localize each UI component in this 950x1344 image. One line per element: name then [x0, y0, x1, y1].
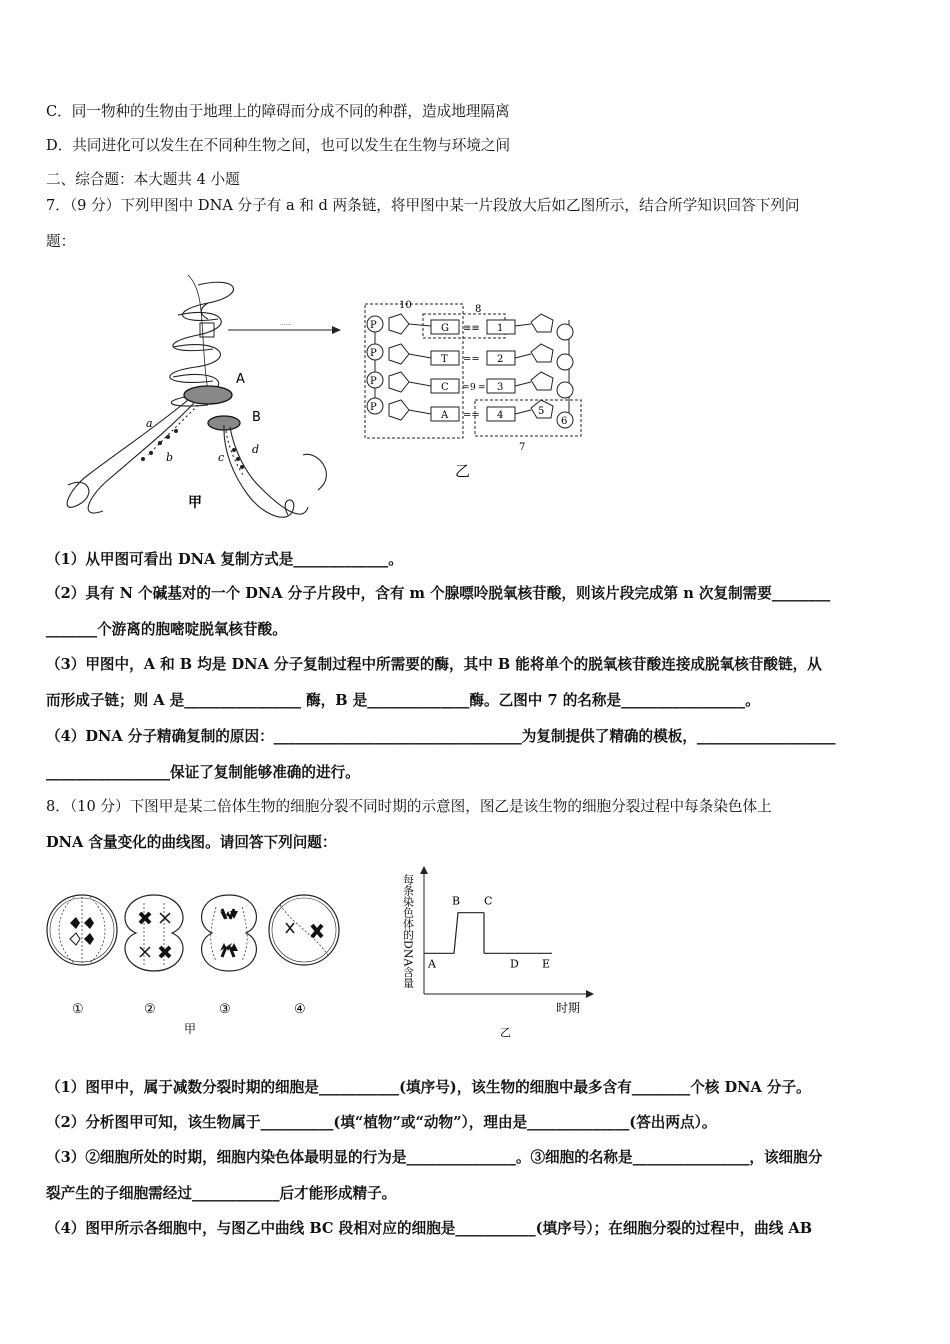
option-c: C．同一物种的生物由于地理上的障碍而分成不同的种群，造成地理隔离: [46, 103, 510, 120]
q7-figure-yi: [355, 296, 595, 486]
box-9-label: 9: [470, 383, 476, 393]
enzyme-a-ellipse: [184, 386, 232, 404]
q8-stem-line1: 8．（10 分）下图甲是某二倍体生物的细胞分裂不同时期的示意图，图乙是该生物的细胞分裂过程中每条染色体上: [46, 798, 772, 815]
num-5-label: 5: [538, 406, 545, 417]
strand-b-label: b: [166, 451, 174, 464]
q7-jia-caption: 甲: [188, 495, 202, 511]
cell-2: [125, 895, 183, 1017]
chart-point-label-B: B: [452, 894, 461, 908]
q8-sub4: （4）图甲所示各细胞中，与图乙中曲线 BC 段相对应的细胞是___________(填序号）；在细胞分裂的过程中，曲线 AB: [46, 1220, 813, 1237]
base-left-2: T: [441, 354, 448, 365]
base-right-4: 4: [497, 410, 504, 421]
h-bond-3: =: [462, 383, 470, 393]
h-bond-4: ==: [463, 410, 480, 421]
cell-label-3: ③: [219, 1002, 231, 1017]
base-right-2: 2: [497, 354, 504, 365]
base-left-4: A: [441, 410, 449, 421]
chart-point-label-C: C: [484, 894, 493, 908]
strand-d-label: d: [252, 443, 260, 456]
num-6-label: 6: [561, 416, 568, 427]
section-heading: 二、综合题：本大题共 4 小题: [46, 171, 240, 188]
box-8-label: 8: [475, 304, 482, 315]
cell-label-4: ④: [294, 1002, 306, 1017]
enzyme-b-label: B: [252, 410, 261, 425]
base-left-3: C: [441, 382, 449, 393]
h-bond-1: ≡≡: [463, 323, 480, 334]
option-d: D．共同进化可以发生在不同种生物之间，也可以发生在生物与环境之间: [46, 137, 511, 154]
h-bond-3b: =: [478, 383, 486, 393]
chart-point-label-A: A: [428, 957, 436, 971]
chart-ylabel: 每条染色体的DNA含量: [401, 874, 415, 989]
arrow-label: ······: [280, 322, 292, 329]
chart-point-label-D: D: [510, 957, 519, 971]
q7-stem-line1: 7．（9 分）下列甲图中 DNA 分子有 a 和 d 两条链，将甲图中某一片段放大后如乙图所示，结合所学知识回答下列问: [46, 197, 800, 214]
phosphate-4: P: [370, 402, 377, 413]
q7-sub2-line2: _______个游离的胞嘧啶脱氧核苷酸。: [46, 621, 287, 638]
q7-sub3-line1: （3）甲图中，A 和 B 均是 DNA 分子复制过程中所需要的酶，其中 B 能将单个的脱氧核苷酸连接成脱氧核苷酸链，从: [46, 656, 822, 673]
q7-stem-line2: 题：: [46, 233, 76, 250]
phosphate-3: P: [370, 376, 377, 387]
strand-c-label: c: [218, 451, 225, 464]
chart-title: 乙: [500, 1026, 511, 1039]
chart-xlabel: 时期: [556, 1001, 581, 1015]
phosphate-2: P: [370, 348, 377, 359]
chart-point-label-E: E: [542, 957, 551, 971]
base-right-1: 1: [497, 323, 504, 334]
h-bond-2: ==: [463, 354, 480, 365]
q7-sub2-line1: （2）具有 N 个碱基对的一个 DNA 分子片段中，含有 m 个腺嘌呤脱氧核苷酸，则该片段完成第 n 次复制需要________: [46, 585, 831, 602]
q8-chart: [396, 862, 616, 1040]
box-10-label: 10: [399, 300, 412, 311]
q7-sub3-line2: 而形成子链；则 A 是________________ 酶，B 是______________酶。乙图中 7 的名称是_________________。: [46, 692, 760, 709]
q7-sub4-line2: _________________保证了复制能够准确的进行。: [46, 764, 360, 781]
q7-figure-jia: [48, 275, 348, 535]
q8-sub3-line1: （3）②细胞所处的时期，细胞内染色体最明显的行为是_______________。③细胞的名称是________________，该细胞分: [46, 1149, 823, 1166]
chart-curve: [424, 913, 484, 954]
base-left-1: G: [441, 323, 449, 334]
cell-label-2: ②: [144, 1002, 156, 1017]
cell-1: [47, 895, 117, 1017]
q8-sub1: （1）图甲中，属于减数分裂时期的细胞是___________(填序号)，该生物的细胞中最多含有________个核 DNA 分子。: [46, 1079, 811, 1096]
cell-3: [202, 895, 257, 1017]
q8-sub2: （2）分析图甲可知，该生物属于__________(填“植物”或“动物”），理由是______________(答出两点）。: [46, 1114, 717, 1131]
phosphate-label: P: [370, 320, 377, 331]
box-7-label: 7: [519, 442, 526, 453]
q8-stem-line2: DNA 含量变化的曲线图。请回答下列问题：: [46, 834, 337, 851]
cell-4: [269, 895, 339, 1017]
base-right-3: 3: [497, 382, 504, 393]
q7-sub1: （1）从甲图可看出 DNA 复制方式是_____________。: [46, 551, 403, 568]
q7-yi-caption: 乙: [455, 462, 471, 480]
enzyme-a-label: A: [236, 372, 245, 387]
q7-sub4-line1: （4）DNA 分子精确复制的原因：__________________________________为复制提供了精确的模板，___________________: [46, 728, 836, 745]
q8-sub3-line2: 裂产生的子细胞需经过____________后才能形成精子。: [46, 1185, 397, 1202]
q8-figure-jia: [44, 885, 354, 1035]
q8-jia-caption: 甲: [184, 1022, 197, 1035]
strand-a-label: a: [146, 417, 153, 430]
cell-label-1: ①: [72, 1002, 84, 1017]
